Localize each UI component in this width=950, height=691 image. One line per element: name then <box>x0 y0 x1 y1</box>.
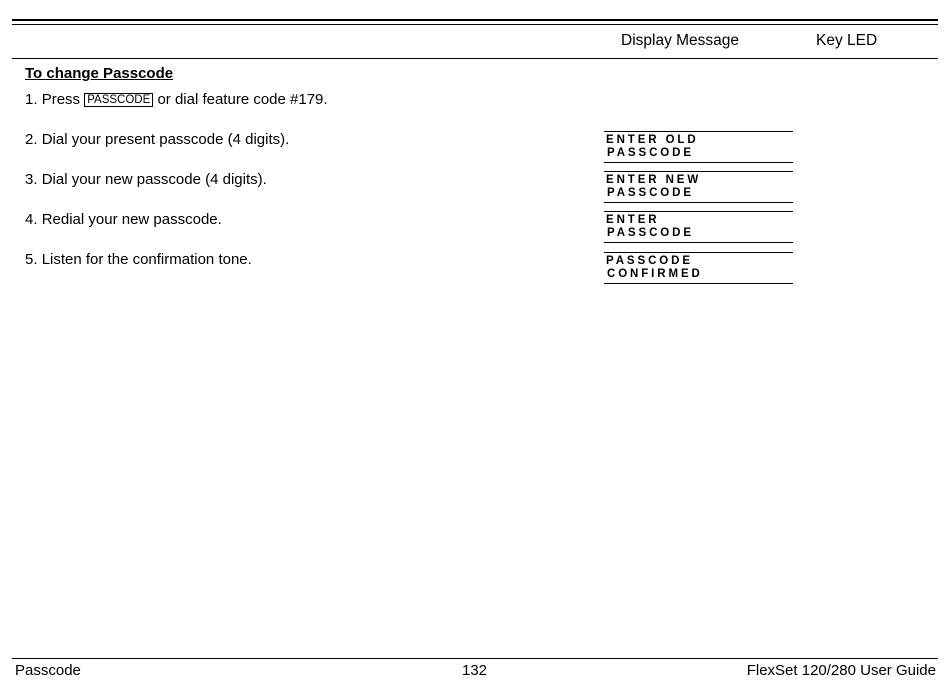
footer-rule <box>12 658 938 659</box>
step-text: Dial your new passcode (4 digits). <box>41 171 267 188</box>
display-line-1: ENTER <box>606 214 660 226</box>
step-text-after: or dial feature code #179. <box>157 91 328 108</box>
display-message-enter-passcode <box>604 211 793 243</box>
step-5 <box>25 251 252 268</box>
top-rule-inner <box>12 24 938 25</box>
step-number: 5. <box>25 251 38 268</box>
display-line-2: CONFIRMED <box>607 268 703 280</box>
step-number: 3. <box>25 171 38 188</box>
step-1 <box>25 91 328 108</box>
display-line-1: PASSCODE <box>606 255 693 267</box>
display-line-2: PASSCODE <box>607 227 694 239</box>
step-text: Redial your new passcode. <box>41 211 222 228</box>
step-number: 1. <box>25 91 38 108</box>
step-number: 4. <box>25 211 38 228</box>
step-text: Listen for the confirmation tone. <box>41 251 252 268</box>
display-line-1: ENTER OLD <box>606 134 699 146</box>
step-text: Dial your present passcode (4 digits). <box>41 131 290 148</box>
step-3 <box>25 171 267 188</box>
footer-page-number: 132 <box>462 662 488 679</box>
display-message-enter-old-passcode <box>604 131 793 163</box>
display-line-1: ENTER NEW <box>606 174 702 186</box>
display-message-passcode-confirmed <box>604 252 793 284</box>
display-message-enter-new-passcode <box>604 171 793 203</box>
top-rule-outer <box>12 19 938 21</box>
step-2 <box>25 131 289 148</box>
step-text-before: Press <box>41 91 81 108</box>
step-number: 2. <box>25 131 38 148</box>
display-line-2: PASSCODE <box>607 147 694 159</box>
header-rule <box>12 58 938 59</box>
column-header-display-message: Display Message <box>621 32 740 49</box>
column-header-key-led: Key LED <box>816 32 878 49</box>
display-line-2: PASSCODE <box>607 187 694 199</box>
step-4 <box>25 211 222 228</box>
section-title: To change Passcode <box>25 65 174 82</box>
passcode-key-label: PASSCODE <box>84 93 153 107</box>
footer-guide-title: FlexSet 120/280 User Guide <box>746 662 936 679</box>
footer-section-name: Passcode <box>15 662 81 679</box>
